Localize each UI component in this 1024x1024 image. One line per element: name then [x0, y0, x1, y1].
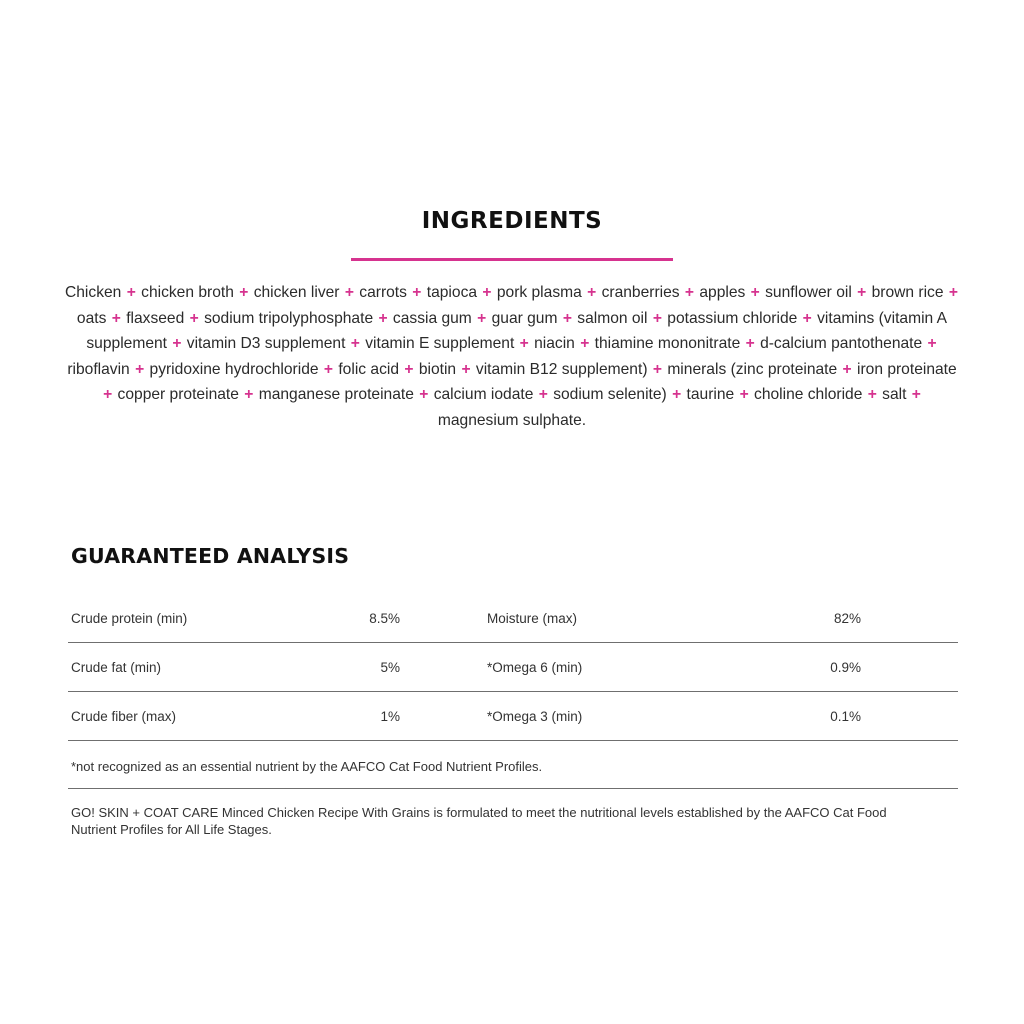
- plus-separator: +: [802, 309, 812, 327]
- analysis-table: [68, 594, 958, 789]
- plus-separator: +: [103, 386, 113, 404]
- nutrient-value: 0.1%: [830, 709, 861, 724]
- ingredient-item: sodium selenite): [553, 386, 667, 404]
- plus-separator: +: [126, 284, 136, 301]
- nutrient-label: Crude fat (min): [71, 660, 162, 675]
- nutrient-value: 5%: [380, 660, 400, 675]
- ingredient-item: tapioca: [426, 284, 478, 301]
- ingredient-item: potassium chloride: [667, 309, 798, 327]
- plus-separator: +: [239, 284, 249, 301]
- ingredient-item: Chicken: [65, 284, 122, 301]
- plus-separator: +: [323, 360, 333, 378]
- nutrient-label: *Omega 6 (min): [487, 660, 583, 675]
- ingredient-item: chicken liver: [253, 284, 340, 301]
- plus-separator: +: [672, 386, 682, 404]
- table-row: [68, 643, 958, 692]
- ingredient-item: niacin: [534, 335, 575, 353]
- ingredient-item: oats: [76, 309, 107, 327]
- plus-separator: +: [867, 386, 877, 404]
- ingredient-item: manganese proteinate: [258, 386, 414, 404]
- ingredient-item: chicken broth: [141, 284, 234, 301]
- plus-separator: +: [739, 386, 749, 404]
- ingredient-item: apples: [699, 284, 746, 301]
- ingredient-item: calcium iodate: [433, 386, 534, 404]
- ingredient-item: minerals (zinc proteinate: [667, 360, 838, 378]
- plus-separator: +: [404, 360, 414, 378]
- table-row: [68, 594, 958, 643]
- plus-separator: +: [519, 335, 529, 353]
- nutrient-label: Crude protein (min): [71, 611, 188, 626]
- nutrient-label: Crude fiber (max): [71, 709, 177, 724]
- ingredient-item: folic acid: [338, 360, 400, 378]
- plus-separator: +: [927, 335, 937, 353]
- nutrient-label: Moisture (max): [487, 611, 578, 626]
- ingredient-item: pork plasma: [496, 284, 582, 301]
- nutrient-value: 8.5%: [369, 611, 400, 626]
- ingredient-item: sunflower oil: [765, 284, 852, 301]
- ingredients-underline: [351, 258, 673, 261]
- plus-separator: +: [482, 284, 492, 301]
- plus-separator: +: [745, 335, 755, 353]
- ingredient-item: vitamins (vitamin A supplement: [86, 309, 948, 353]
- ingredient-item: vitamin D3 supplement: [186, 335, 346, 353]
- plus-separator: +: [461, 360, 471, 378]
- plus-separator: +: [587, 284, 597, 301]
- ingredient-item: guar gum: [491, 309, 558, 327]
- plus-separator: +: [419, 386, 429, 404]
- ingredient-item: vitamin B12 supplement): [475, 360, 648, 378]
- plus-separator: +: [111, 309, 121, 327]
- nutrient-value: 1%: [380, 709, 400, 724]
- ingredient-item: pyridoxine hydrochloride: [149, 360, 319, 378]
- plus-separator: +: [842, 360, 852, 378]
- nutrient-label: *Omega 3 (min): [487, 709, 583, 724]
- ingredient-item: thiamine mononitrate: [594, 335, 741, 353]
- ingredient-item: d-calcium pantothenate: [760, 335, 923, 353]
- plus-separator: +: [652, 360, 662, 378]
- plus-separator: +: [172, 335, 182, 353]
- plus-separator: +: [350, 335, 360, 353]
- footnote-row: [68, 741, 958, 789]
- plus-separator: +: [684, 284, 695, 301]
- ingredient-item: carrots: [359, 284, 407, 301]
- plus-separator: +: [412, 284, 422, 301]
- plus-separator: +: [378, 309, 388, 327]
- aafco-statement: GO! SKIN + COAT CARE Minced Chicken Recipe With Grains is formulated to meet the nutritional levels established by the AAFCO Cat Food Nutrient Profiles for All Life Stages.: [71, 805, 887, 837]
- ingredient-item: biotin: [418, 360, 457, 378]
- ingredient-item: vitamin E supplement: [365, 335, 515, 353]
- plus-separator: +: [580, 335, 590, 353]
- guaranteed-analysis-heading: GUARANTEED ANALYSIS: [71, 544, 350, 568]
- plus-separator: +: [948, 284, 958, 301]
- ingredient-item: cranberries: [601, 284, 680, 301]
- ingredient-item: salt: [882, 386, 907, 404]
- ingredient-item: flaxseed: [126, 309, 185, 327]
- ingredient-item: copper proteinate: [117, 386, 239, 404]
- ingredient-item: choline chloride: [754, 386, 863, 404]
- plus-separator: +: [244, 386, 254, 404]
- nutrient-value: 82%: [833, 611, 861, 626]
- ingredient-item: cassia gum: [392, 309, 472, 327]
- ingredients-list: [62, 280, 962, 434]
- ingredient-item: brown rice: [871, 284, 944, 301]
- plus-separator: +: [562, 309, 572, 327]
- plus-separator: +: [750, 284, 760, 301]
- nutrient-value: 0.9%: [830, 660, 861, 675]
- table-row: [68, 692, 958, 741]
- plus-separator: +: [135, 360, 145, 378]
- ingredient-item: magnesium sulphate.: [437, 411, 587, 429]
- ingredients-heading: INGREDIENTS: [421, 208, 603, 234]
- ingredient-item: sodium tripolyphosphate: [204, 309, 374, 327]
- ingredient-item: taurine: [686, 386, 735, 404]
- ingredient-item: riboflavin: [67, 360, 130, 378]
- plus-separator: +: [344, 284, 354, 301]
- plus-separator: +: [652, 309, 662, 327]
- plus-separator: +: [911, 386, 921, 404]
- plus-separator: +: [538, 386, 548, 404]
- plus-separator: +: [189, 309, 199, 327]
- ingredient-item: iron proteinate: [856, 360, 957, 378]
- plus-separator: +: [857, 284, 867, 301]
- plus-separator: +: [477, 309, 487, 327]
- ingredient-item: salmon oil: [577, 309, 648, 327]
- footnote-text: *not recognized as an essential nutrient by the AAFCO Cat Food Nutrient Profiles.: [71, 759, 543, 774]
